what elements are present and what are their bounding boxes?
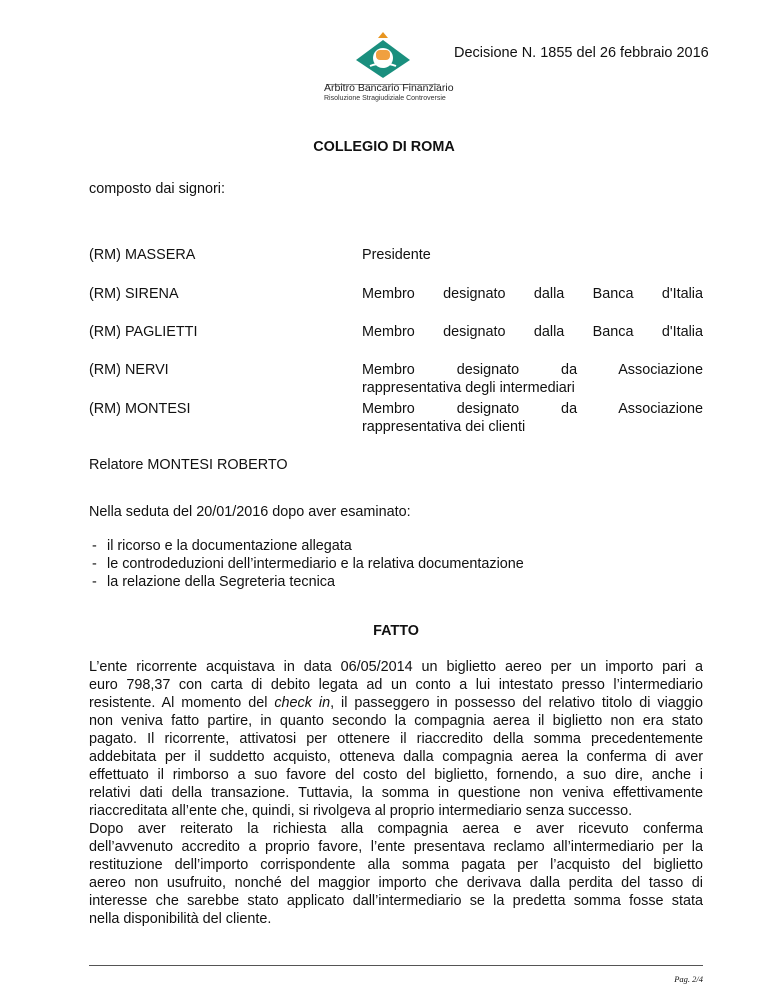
body-line: nella disponibilità del cliente. bbox=[89, 911, 272, 927]
member-name: (RM) PAGLIETTI bbox=[89, 324, 198, 340]
seduta: Nella seduta del 20/01/2016 dopo aver esaminato: bbox=[89, 504, 411, 520]
member-role: Membro designato da Associazione bbox=[362, 362, 703, 378]
composed-label: composto dai signori: bbox=[89, 181, 225, 197]
decision-number: Decisione N. 1855 del 26 febbraio 2016 bbox=[454, 45, 709, 61]
body-line: L’ente ricorrente acquistava in data 06/05/2014 un biglietto aereo per un importo pari a bbox=[89, 659, 703, 675]
body-line: relativi dati della transazione. Tuttavia, la somma in questione non veniva effettivamente bbox=[89, 785, 703, 801]
list-bullet: - bbox=[92, 538, 97, 554]
body-text: resistente. Al momento del bbox=[89, 695, 275, 711]
list-bullet: - bbox=[92, 556, 97, 572]
page-number: Pag. 2/4 bbox=[674, 974, 703, 984]
member-role: Membro designato dalla Banca d'Italia bbox=[362, 286, 703, 302]
body-line: effettuato il rimborso a suo favore del costo del biglietto, fornendo, a suo dire, anche i bbox=[89, 767, 703, 783]
body-italic: check in bbox=[274, 695, 331, 711]
member-name: (RM) MONTESI bbox=[89, 401, 191, 417]
body-line: restituzione dell’importo corrispondente alla somma pagata per l’acquisto del biglietto bbox=[89, 857, 703, 873]
body-line: non veniva fatto partire, in quanto secondo la compagnia aerea il biglietto non era stato bbox=[89, 713, 703, 729]
college-title: COLLEGIO DI ROMA bbox=[313, 139, 455, 155]
member-name: (RM) NERVI bbox=[89, 362, 169, 378]
member-role: Membro designato da Associazione bbox=[362, 401, 703, 417]
abf-logo-icon bbox=[318, 30, 448, 80]
member-role: rappresentativa dei clienti bbox=[362, 419, 526, 435]
body-line: addebitata per il suddetto acquisto, otteneva dalla compagnia aerea la conferma di aver bbox=[89, 749, 703, 765]
member-role: Membro designato dalla Banca d'Italia bbox=[362, 324, 703, 340]
member-role: Presidente bbox=[362, 247, 431, 263]
member-role: rappresentativa degli intermediari bbox=[362, 380, 575, 396]
body-text: , il passeggero in possesso del relativo titolo di viaggio bbox=[330, 695, 704, 711]
body-line: dell’avvenuto accredito a proprio favore, l’ente presentava reclamo all’intermediario per la bbox=[89, 839, 703, 855]
body-line: pagato. Il ricorrente, attivatosi per ottenere il riaccredito della somma precedentemente bbox=[89, 731, 703, 747]
logo-title: Arbitro Bancario Finanziario bbox=[324, 82, 454, 94]
body-line: aereo non usufruito, nonché del maggior importo che derivava dalla perdita del tasso di bbox=[89, 875, 703, 891]
list-item: le controdeduzioni dell’intermediario e la relativa documentazione bbox=[107, 556, 524, 572]
body-line: interesse che sarebbe stato applicato dall’intermediario se la predetta somma fosse stata bbox=[89, 893, 703, 909]
abf-logo bbox=[318, 30, 454, 105]
list-item: la relazione della Segreteria tecnica bbox=[107, 574, 335, 590]
body-line: Dopo aver reiterato la richiesta alla compagnia aerea e aver ricevuto conferma bbox=[89, 821, 703, 837]
footer-divider bbox=[89, 965, 703, 966]
list-item: il ricorso e la documentazione allegata bbox=[107, 538, 352, 554]
logo-subtitle: Risoluzione Stragiudiziale Controversie bbox=[324, 95, 446, 102]
member-name: (RM) SIRENA bbox=[89, 286, 179, 302]
section-title: FATTO bbox=[373, 623, 419, 639]
body-line bbox=[89, 695, 703, 711]
list-bullet: - bbox=[92, 574, 97, 590]
member-name: (RM) MASSERA bbox=[89, 247, 196, 263]
body-line: euro 798,37 con carta di debito legata ad un conto a lui intestato presso l’intermediario bbox=[89, 677, 703, 693]
body-line: riaccreditata all’ente che, quindi, si rivolgeva al proprio intermediario senza successo. bbox=[89, 803, 633, 819]
relatore: Relatore MONTESI ROBERTO bbox=[89, 457, 288, 473]
